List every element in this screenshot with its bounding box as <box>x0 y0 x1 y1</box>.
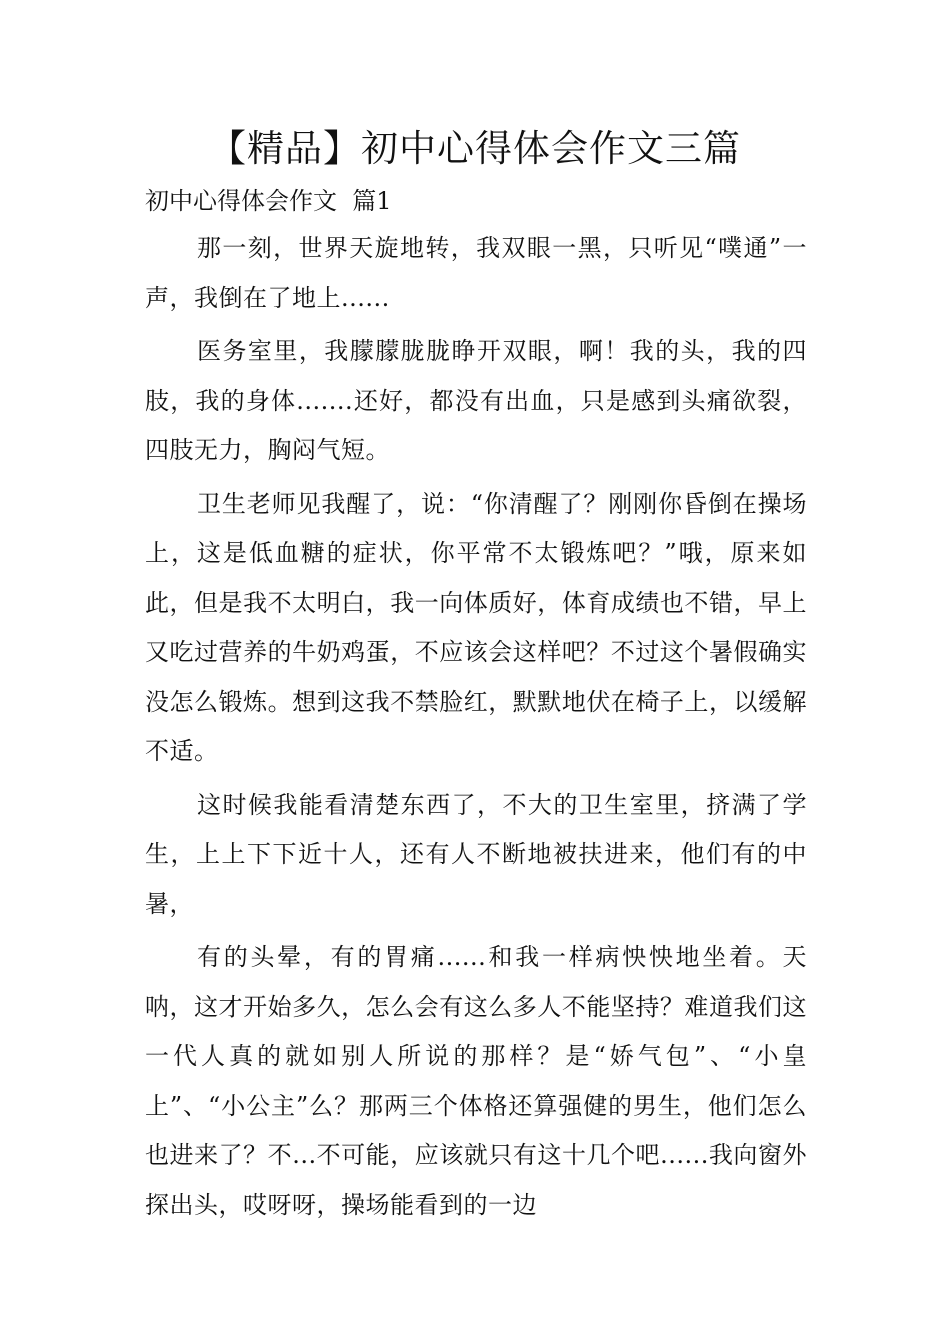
paragraph-1: 那一刻，世界天旋地转，我双眼一黑，只听见“噗通”一声，我倒在了地上...... <box>145 234 807 312</box>
paragraph-4: 这时候我能看清楚东西了，不大的卫生室里，挤满了学生，上上下下近十人，还有人不断地被扶进来，他们有的中暑， <box>145 790 807 918</box>
paragraph-5: 有的头晕，有的胃痛......和我一样病怏怏地坐着。天呐，这才开始多久，怎么会有这么多人不能坚持？难道我们这一代人真的就如别人所说的那样？是“娇气包”、“小皇上”、“小公主”么？那两三个体格还算强健的男生，他们怎么也进来了？不...不可能，应该就只有这十几个吧......我向窗外探出头，哎呀呀，操场能看到的一边 <box>145 943 807 1219</box>
section-heading: 初中心得体会作文 篇1 <box>145 187 392 215</box>
document-body <box>145 224 807 1234</box>
paragraph-2: 医务室里，我朦朦胧胧睁开双眼，啊！我的头，我的四肢，我的身体.......还好，都没有出血，只是感到头痛欲裂，四肢无力，胸闷气短。 <box>145 337 807 464</box>
paragraph-3: 卫生老师见我醒了，说：“你清醒了？刚刚你昏倒在操场上，这是低血糖的症状，你平常不太锻炼吧？”哦，原来如此，但是我不太明白，我一向体质好，体育成绩也不错，早上又吃过营养的牛奶鸡蛋，不应该会这样吧？不过这个暑假确实没怎么锻炼。想到这我不禁脸红，默默地伏在椅子上，以缓解不适。 <box>145 489 807 765</box>
document-title: 【精品】初中心得体会作文三篇 <box>209 127 741 170</box>
